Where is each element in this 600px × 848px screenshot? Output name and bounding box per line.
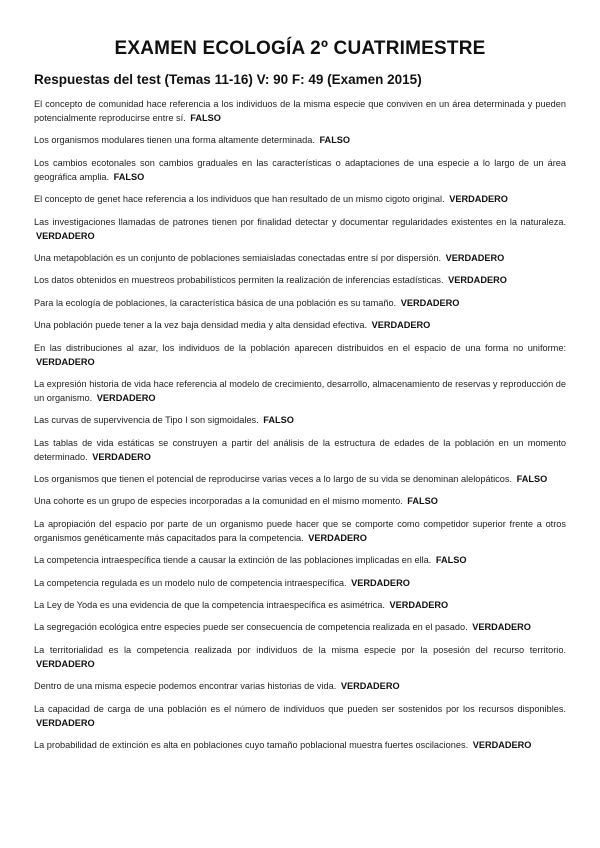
question-item [34, 318, 566, 332]
question-item [34, 215, 566, 243]
question-text: Para la ecología de poblaciones, la característica básica de una población es su tamaño. [34, 297, 397, 308]
question-text: El concepto de comunidad hace referencia a los individuos de la misma especie que conviven en un área determinada y pueden potencialmente reproducirse entre sí. [34, 99, 566, 123]
question-text: Una cohorte es un grupo de especies incorporadas a la comunidad en el mismo momento. [34, 496, 403, 507]
answer-label: FALSO [319, 135, 351, 146]
answer-label: VERDADERO [36, 230, 95, 241]
question-text: Los cambios ecotonales son cambios graduales en las características o adaptaciones de una especie a lo largo de un área geográfica amplia. [34, 157, 566, 182]
question-text: Los organismos que tienen el potencial de reproducirse varias veces a lo largo de su vida se denominan alelopáticos. [34, 474, 513, 485]
question-item [34, 156, 566, 184]
question-text: La territorialidad es la competencia realizada por individuos de la misma especie por la posesión del recurso territorio. [34, 644, 566, 655]
answer-label: FALSO [516, 474, 548, 485]
question-item [34, 133, 566, 147]
question-text: La segregación ecológica entre especies puede ser consecuencia de competencia realizada en el pasado. [34, 622, 468, 633]
answer-label: FALSO [190, 113, 221, 123]
question-item [34, 576, 566, 590]
question-item [34, 643, 566, 671]
question-text: La expresión historia de vida hace referencia al modelo de crecimiento, desarrollo, almacenamiento de reservas y reproducción de un organismo. [34, 378, 566, 403]
question-text: La Ley de Yoda es una evidencia de que la competencia intraespecífica es asimétrica. [34, 600, 385, 611]
question-item [34, 341, 566, 369]
answer-label: VERDADERO [340, 681, 400, 692]
answer-label: VERDADERO [400, 297, 460, 308]
question-text: Los datos obtenidos en muestreos probabilísticos permiten la realización de inferencias estadísticas. [34, 275, 444, 286]
question-item [34, 494, 566, 508]
question-item [34, 97, 566, 125]
section-subtitle: Respuestas del test (Temas 11-16) V: 90 F: 49 (Examen 2015) [34, 72, 422, 87]
answer-label: VERDADERO [308, 532, 367, 543]
answer-label: VERDADERO [448, 275, 507, 286]
answer-label: FALSO [263, 415, 294, 426]
question-item [34, 553, 566, 567]
question-item [34, 296, 566, 310]
question-text: Una población puede tener a la vez baja densidad media y alta densidad efectiva. [34, 320, 368, 331]
question-item [34, 192, 566, 206]
page-title: EXAMEN ECOLOGÍA 2º CUATRIMESTRE [114, 38, 486, 59]
question-item [34, 679, 566, 693]
answer-label: VERDADERO [36, 356, 95, 367]
question-text: Las curvas de supervivencia de Tipo I son sigmoidales. [34, 415, 259, 426]
question-item [34, 598, 566, 612]
answer-label: VERDADERO [92, 451, 151, 462]
question-text: Dentro de una misma especie podemos encontrar varias historias de vida. [34, 681, 337, 692]
answer-label: FALSO [407, 496, 438, 507]
answer-label: VERDADERO [371, 320, 431, 331]
question-text: El concepto de genet hace referencia a los individuos que han resultado de un mismo cigoto original. [34, 194, 445, 205]
question-text: En las distribuciones al azar, los individuos de la población aparecen distribuidos en el espacio de una forma no uniforme: [34, 342, 566, 353]
answer-label: VERDADERO [96, 392, 156, 403]
question-text: Los organismos modulares tienen una forma altamente determinada. [34, 135, 315, 146]
question-list [34, 97, 566, 752]
question-item [34, 517, 566, 545]
question-item [34, 377, 566, 405]
question-item [34, 273, 566, 287]
question-item [34, 620, 566, 634]
question-item [34, 413, 566, 427]
question-item [34, 251, 566, 265]
answer-label: VERDADERO [351, 577, 410, 588]
question-text: La probabilidad de extinción es alta en poblaciones cuyo tamaño poblacional muestra fuertes oscilaciones. [34, 739, 469, 750]
answer-label: VERDADERO [36, 717, 95, 728]
question-text: Una metapoblación es un conjunto de poblaciones semiaisladas conectadas entre sí por dispersión. [34, 252, 442, 263]
question-item [34, 702, 566, 730]
answer-label: VERDADERO [389, 600, 449, 611]
question-item [34, 738, 566, 752]
answer-label: FALSO [113, 171, 145, 182]
answer-label: VERDADERO [449, 194, 508, 205]
answer-label: VERDADERO [472, 739, 532, 750]
answer-label: VERDADERO [445, 252, 505, 263]
answer-label: VERDADERO [36, 658, 95, 669]
question-item [34, 472, 566, 486]
question-text: La competencia intraespecífica tiende a causar la extinción de las poblaciones implicadas en ella. [34, 555, 432, 566]
answer-label: FALSO [435, 555, 467, 566]
question-text: Las investigaciones llamadas de patrones tienen por finalidad detectar y documentar regularidades existentes en la naturaleza. [34, 216, 566, 227]
question-item [34, 436, 566, 464]
question-text: La apropiación del espacio por parte de un organismo puede hacer que se comporte como competidor superior frente a otros organismos genéticamente más capacitados para la competencia. [34, 518, 566, 543]
question-text: Las tablas de vida estáticas se construyen a partir del análisis de la estructura de edades de la población en un momento determinado. [34, 437, 566, 462]
question-text: La capacidad de carga de una población es el número de individuos que pueden ser sostenidos por los recursos disponibles. [34, 703, 566, 714]
question-text: La competencia regulada es un modelo nulo de competencia intraespecífica. [34, 577, 347, 588]
answer-label: VERDADERO [472, 622, 531, 633]
